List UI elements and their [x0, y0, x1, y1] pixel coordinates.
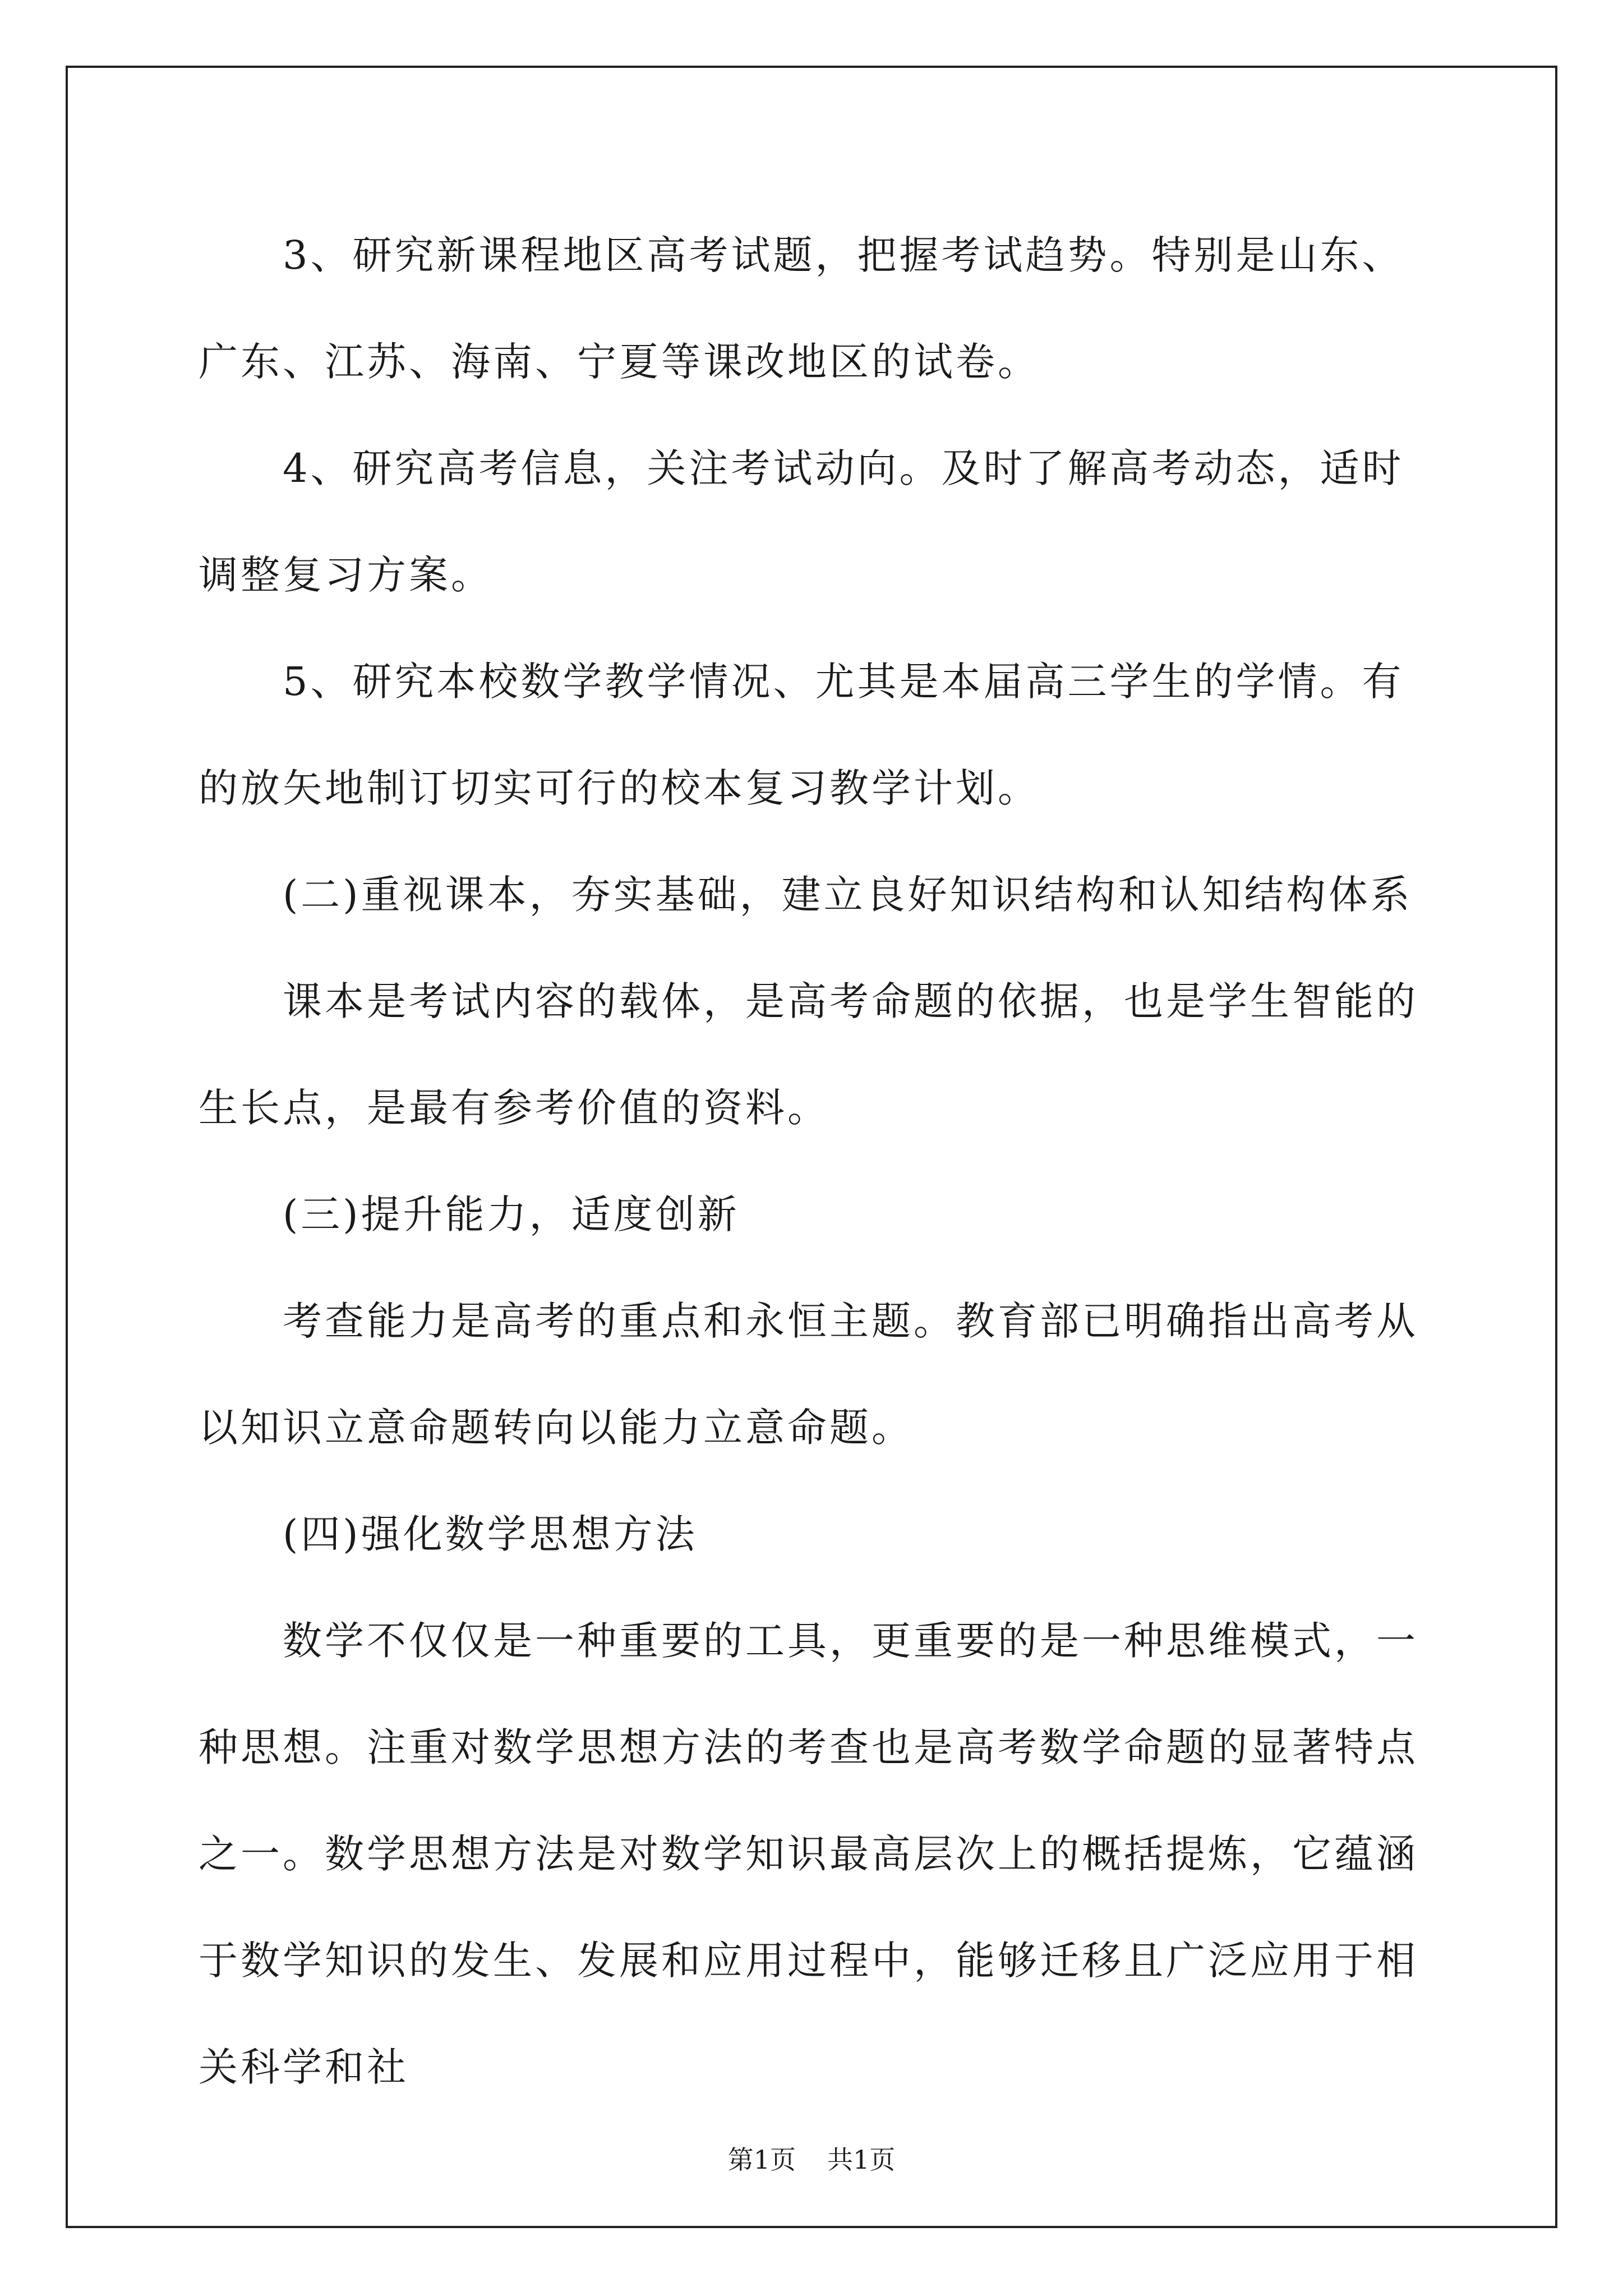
page-number: 第1页 — [727, 2145, 796, 2175]
section-heading-2: (二)重视课本，夯实基础，建立良好知识结构和认知结构体系 — [283, 872, 1413, 918]
page-total: 共1页 — [827, 2145, 896, 2175]
paragraph-item-5: 5、研究本校数学教学情况、尤其是本届高三学生的学情。有的放矢地制订切实可行的校本复习教学计划。 — [199, 659, 1404, 811]
paragraph-item-3: 3、研究新课程地区高考试题，把握考试趋势。特别是山东、广东、江苏、海南、宁夏等课改地区的试卷。 — [199, 232, 1404, 385]
document-body — [199, 202, 1427, 2120]
section-heading-3: (三)提升能力，适度创新 — [283, 1191, 740, 1237]
paragraph-item-4: 4、研究高考信息，关注考试动向。及时了解高考动态，适时调整复习方案。 — [199, 445, 1404, 598]
paragraph-textbook: 课本是考试内容的载体，是高考命题的依据，也是学生智能的生长点，是最有参考价值的资料。 — [199, 978, 1418, 1131]
page-footer — [0, 2143, 1623, 2177]
paragraph-math-thinking: 数学不仅仅是一种重要的工具，更重要的是一种思维模式，一种思想。注重对数学思想方法的考查也是高考数学命题的显著特点之一。数学思想方法是对数学知识最高层次上的概括提炼，它蕴涵于数学知识的发生、发展和应用过程中，能够迁移且广泛应用于相关科学和社 — [199, 1618, 1418, 2090]
paragraph-ability: 考查能力是高考的重点和永恒主题。教育部已明确指出高考从以知识立意命题转向以能力立意命题。 — [199, 1298, 1418, 1451]
section-heading-4: (四)强化数学思想方法 — [283, 1511, 698, 1557]
